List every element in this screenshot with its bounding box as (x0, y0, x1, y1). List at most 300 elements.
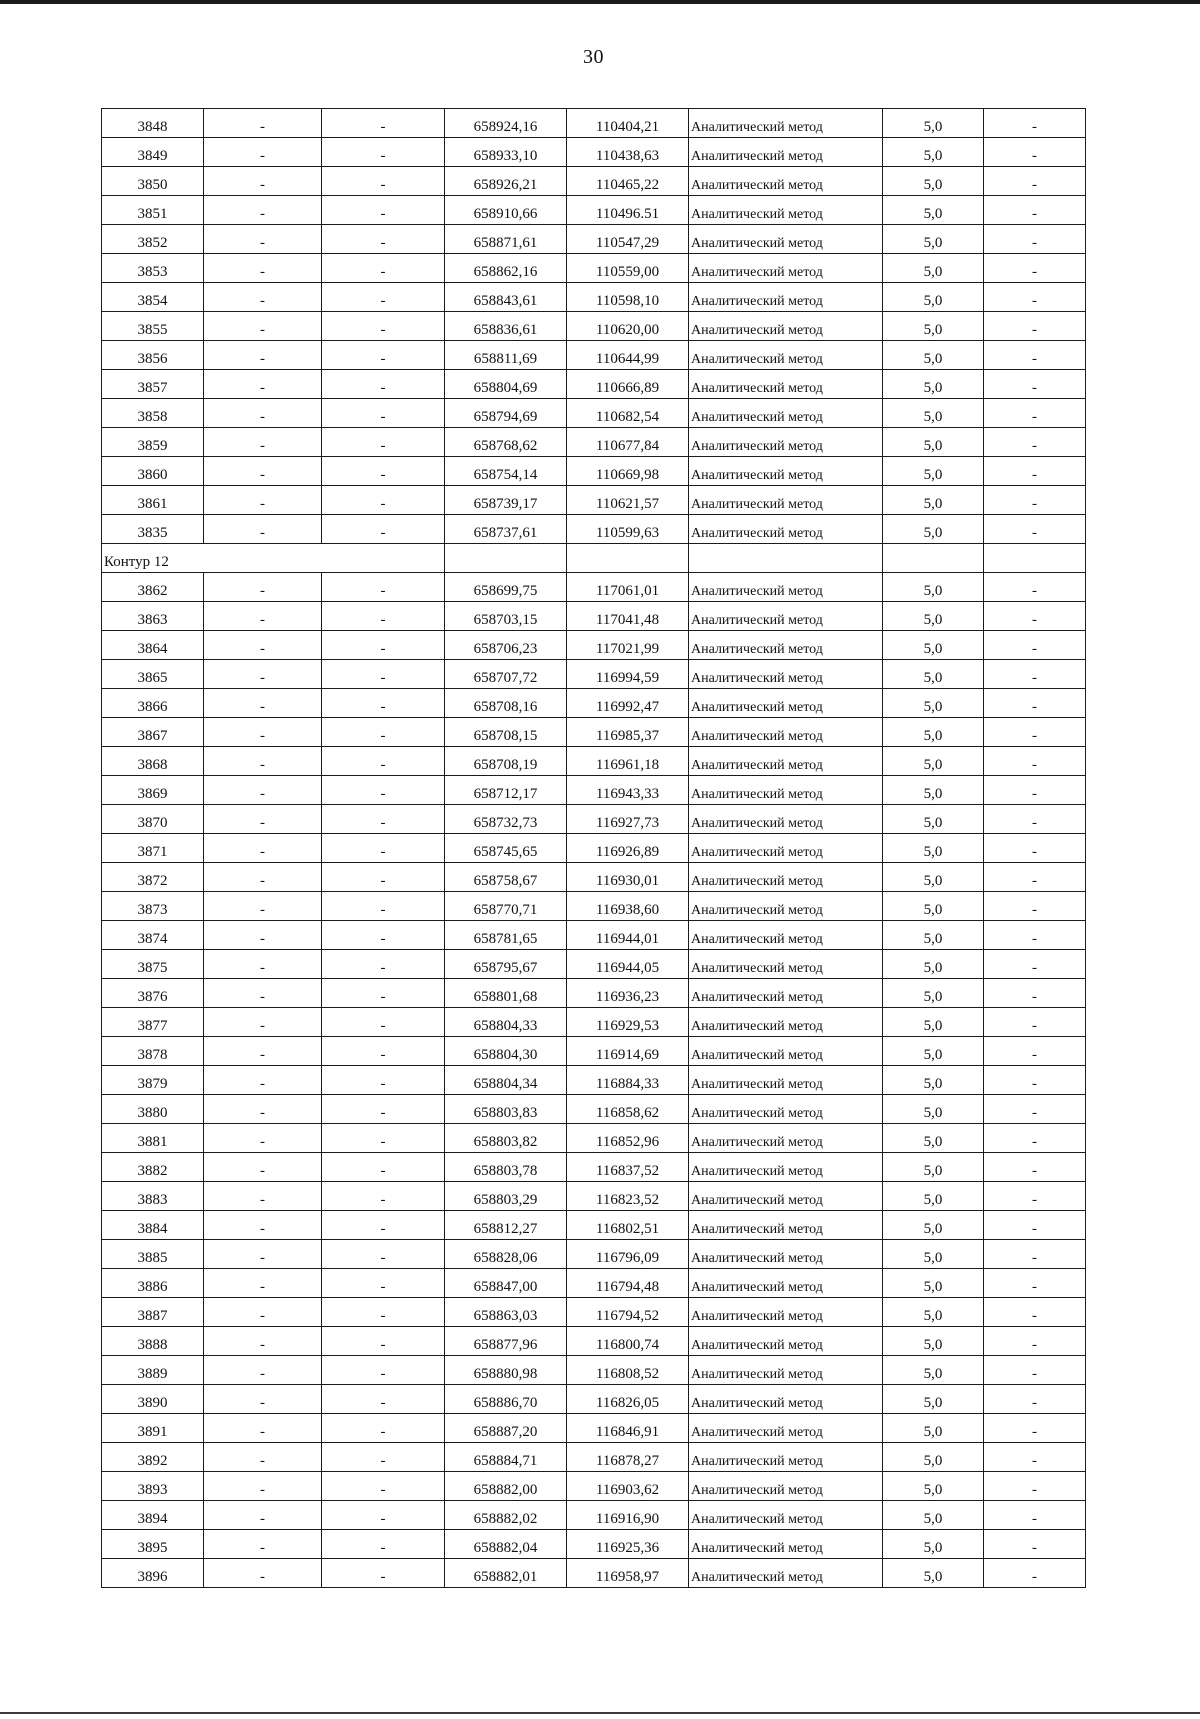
y-coordinate-cell: 110677,84 (567, 428, 689, 457)
empty-value-cell: - (204, 1443, 322, 1472)
accuracy-cell: 5,0 (883, 1472, 984, 1501)
empty-value-cell: - (984, 1124, 1086, 1153)
x-coordinate-cell: 658795,67 (445, 950, 567, 979)
table-row (102, 1037, 1086, 1066)
y-coordinate-cell: 116944,01 (567, 921, 689, 950)
x-coordinate-cell: 658699,75 (445, 573, 567, 602)
x-coordinate-cell: 658933,10 (445, 138, 567, 167)
empty-value-cell: - (204, 1414, 322, 1443)
method-cell: Аналитический метод (689, 979, 883, 1008)
x-coordinate-cell: 658843,61 (445, 283, 567, 312)
empty-value-cell: - (984, 689, 1086, 718)
table-body (102, 109, 1086, 1588)
accuracy-cell: 5,0 (883, 1153, 984, 1182)
accuracy-cell: 5,0 (883, 167, 984, 196)
y-coordinate-cell: 116938,60 (567, 892, 689, 921)
y-coordinate-cell: 116794,48 (567, 1269, 689, 1298)
x-coordinate-cell: 658847,00 (445, 1269, 567, 1298)
empty-value-cell: - (204, 602, 322, 631)
table-row (102, 225, 1086, 254)
x-coordinate-cell: 658708,15 (445, 718, 567, 747)
table-row (102, 602, 1086, 631)
table-row (102, 631, 1086, 660)
empty-value-cell: - (204, 428, 322, 457)
empty-value-cell: - (204, 805, 322, 834)
empty-value-cell: - (984, 1240, 1086, 1269)
empty-value-cell: - (322, 602, 445, 631)
y-coordinate-cell: 110559,00 (567, 254, 689, 283)
method-cell: Аналитический метод (689, 776, 883, 805)
table-row (102, 1443, 1086, 1472)
table-row (102, 283, 1086, 312)
accuracy-cell: 5,0 (883, 1356, 984, 1385)
point-number-cell: 3879 (102, 1066, 204, 1095)
y-coordinate-cell: 116794,52 (567, 1298, 689, 1327)
empty-value-cell: - (984, 1327, 1086, 1356)
empty-value-cell: - (984, 167, 1086, 196)
method-cell: Аналитический метод (689, 1066, 883, 1095)
empty-value-cell: - (984, 1298, 1086, 1327)
empty-value-cell: - (322, 225, 445, 254)
method-cell: Аналитический метод (689, 515, 883, 544)
x-coordinate-cell: 658812,27 (445, 1211, 567, 1240)
empty-value-cell: - (984, 515, 1086, 544)
accuracy-cell: 5,0 (883, 457, 984, 486)
table-row (102, 1414, 1086, 1443)
x-coordinate-cell: 658863,03 (445, 1298, 567, 1327)
x-coordinate-cell: 658804,33 (445, 1008, 567, 1037)
empty-value-cell: - (984, 834, 1086, 863)
y-coordinate-cell: 116823,52 (567, 1182, 689, 1211)
empty-value-cell: - (204, 660, 322, 689)
empty-value-cell: - (322, 1327, 445, 1356)
x-coordinate-cell: 658910,66 (445, 196, 567, 225)
empty-value-cell: - (984, 225, 1086, 254)
method-cell: Аналитический метод (689, 1356, 883, 1385)
y-coordinate-cell: 116925,36 (567, 1530, 689, 1559)
y-coordinate-cell: 116961,18 (567, 747, 689, 776)
x-coordinate-cell: 658781,65 (445, 921, 567, 950)
empty-value-cell: - (984, 1153, 1086, 1182)
empty-cell (445, 544, 567, 573)
x-coordinate-cell: 658708,19 (445, 747, 567, 776)
table-row (102, 254, 1086, 283)
empty-value-cell: - (322, 631, 445, 660)
empty-value-cell: - (322, 1066, 445, 1095)
empty-value-cell: - (204, 1037, 322, 1066)
empty-value-cell: - (984, 1443, 1086, 1472)
empty-value-cell: - (204, 109, 322, 138)
accuracy-cell: 5,0 (883, 370, 984, 399)
table-row (102, 1559, 1086, 1588)
x-coordinate-cell: 658801,68 (445, 979, 567, 1008)
empty-value-cell: - (322, 1095, 445, 1124)
scan-edge-bottom (0, 1712, 1200, 1714)
accuracy-cell: 5,0 (883, 283, 984, 312)
point-number-cell: 3853 (102, 254, 204, 283)
empty-value-cell: - (984, 312, 1086, 341)
empty-value-cell: - (204, 1559, 322, 1588)
x-coordinate-cell: 658737,61 (445, 515, 567, 544)
y-coordinate-cell: 116796,09 (567, 1240, 689, 1269)
empty-value-cell: - (204, 225, 322, 254)
table-row (102, 747, 1086, 776)
method-cell: Аналитический метод (689, 486, 883, 515)
table-row (102, 979, 1086, 1008)
point-number-cell: 3864 (102, 631, 204, 660)
x-coordinate-cell: 658768,62 (445, 428, 567, 457)
empty-value-cell: - (204, 631, 322, 660)
point-number-cell: 3850 (102, 167, 204, 196)
empty-cell (689, 544, 883, 573)
method-cell: Аналитический метод (689, 631, 883, 660)
empty-value-cell: - (984, 1066, 1086, 1095)
method-cell: Аналитический метод (689, 109, 883, 138)
method-cell: Аналитический метод (689, 138, 883, 167)
point-number-cell: 3896 (102, 1559, 204, 1588)
y-coordinate-cell: 110547,29 (567, 225, 689, 254)
empty-value-cell: - (984, 863, 1086, 892)
empty-value-cell: - (322, 1008, 445, 1037)
table-row (102, 1240, 1086, 1269)
y-coordinate-cell: 110644,99 (567, 341, 689, 370)
method-cell: Аналитический метод (689, 834, 883, 863)
method-cell: Аналитический метод (689, 1124, 883, 1153)
empty-value-cell: - (322, 1037, 445, 1066)
x-coordinate-cell: 658836,61 (445, 312, 567, 341)
empty-value-cell: - (204, 370, 322, 399)
empty-value-cell: - (322, 1501, 445, 1530)
point-number-cell: 3886 (102, 1269, 204, 1298)
x-coordinate-cell: 658803,78 (445, 1153, 567, 1182)
table-row (102, 138, 1086, 167)
method-cell: Аналитический метод (689, 1095, 883, 1124)
empty-value-cell: - (984, 486, 1086, 515)
x-coordinate-cell: 658794,69 (445, 399, 567, 428)
y-coordinate-cell: 110404,21 (567, 109, 689, 138)
method-cell: Аналитический метод (689, 863, 883, 892)
empty-value-cell: - (322, 950, 445, 979)
method-cell: Аналитический метод (689, 312, 883, 341)
x-coordinate-cell: 658924,16 (445, 109, 567, 138)
empty-value-cell: - (204, 718, 322, 747)
method-cell: Аналитический метод (689, 1008, 883, 1037)
x-coordinate-cell: 658871,61 (445, 225, 567, 254)
point-number-cell: 3893 (102, 1472, 204, 1501)
point-number-cell: 3874 (102, 921, 204, 950)
point-number-cell: 3882 (102, 1153, 204, 1182)
point-number-cell: 3884 (102, 1211, 204, 1240)
method-cell: Аналитический метод (689, 747, 883, 776)
page-number: 30 (583, 46, 604, 68)
accuracy-cell: 5,0 (883, 602, 984, 631)
empty-value-cell: - (322, 370, 445, 399)
accuracy-cell: 5,0 (883, 834, 984, 863)
accuracy-cell: 5,0 (883, 138, 984, 167)
method-cell: Аналитический метод (689, 1385, 883, 1414)
x-coordinate-cell: 658739,17 (445, 486, 567, 515)
y-coordinate-cell: 110620,00 (567, 312, 689, 341)
empty-value-cell: - (322, 457, 445, 486)
table-row (102, 312, 1086, 341)
y-coordinate-cell: 116846,91 (567, 1414, 689, 1443)
y-coordinate-cell: 110598,10 (567, 283, 689, 312)
empty-value-cell: - (204, 486, 322, 515)
y-coordinate-cell: 116903,62 (567, 1472, 689, 1501)
empty-value-cell: - (204, 196, 322, 225)
point-number-cell: 3852 (102, 225, 204, 254)
accuracy-cell: 5,0 (883, 1327, 984, 1356)
y-coordinate-cell: 117061,01 (567, 573, 689, 602)
y-coordinate-cell: 110621,57 (567, 486, 689, 515)
empty-value-cell: - (984, 1095, 1086, 1124)
accuracy-cell: 5,0 (883, 1501, 984, 1530)
point-number-cell: 3851 (102, 196, 204, 225)
y-coordinate-cell: 117041,48 (567, 602, 689, 631)
accuracy-cell: 5,0 (883, 1385, 984, 1414)
empty-value-cell: - (322, 1182, 445, 1211)
empty-cell (984, 544, 1086, 573)
accuracy-cell: 5,0 (883, 921, 984, 950)
point-number-cell: 3880 (102, 1095, 204, 1124)
table-row (102, 1356, 1086, 1385)
point-number-cell: 3892 (102, 1443, 204, 1472)
section-header-row (102, 544, 1086, 573)
method-cell: Аналитический метод (689, 950, 883, 979)
empty-value-cell: - (984, 1182, 1086, 1211)
empty-value-cell: - (204, 979, 322, 1008)
empty-value-cell: - (204, 283, 322, 312)
table-row (102, 515, 1086, 544)
x-coordinate-cell: 658706,23 (445, 631, 567, 660)
method-cell: Аналитический метод (689, 1559, 883, 1588)
empty-value-cell: - (984, 805, 1086, 834)
table-row (102, 1269, 1086, 1298)
y-coordinate-cell: 116930,01 (567, 863, 689, 892)
x-coordinate-cell: 658886,70 (445, 1385, 567, 1414)
empty-value-cell: - (204, 1501, 322, 1530)
table-row (102, 399, 1086, 428)
empty-value-cell: - (204, 1327, 322, 1356)
table-row (102, 370, 1086, 399)
y-coordinate-cell: 110496.51 (567, 196, 689, 225)
empty-value-cell: - (984, 950, 1086, 979)
accuracy-cell: 5,0 (883, 486, 984, 515)
x-coordinate-cell: 658828,06 (445, 1240, 567, 1269)
empty-value-cell: - (322, 834, 445, 863)
method-cell: Аналитический метод (689, 689, 883, 718)
empty-value-cell: - (204, 399, 322, 428)
accuracy-cell: 5,0 (883, 341, 984, 370)
point-number-cell: 3866 (102, 689, 204, 718)
x-coordinate-cell: 658882,02 (445, 1501, 567, 1530)
empty-value-cell: - (322, 399, 445, 428)
y-coordinate-cell: 116800,74 (567, 1327, 689, 1356)
accuracy-cell: 5,0 (883, 225, 984, 254)
empty-value-cell: - (322, 1240, 445, 1269)
empty-value-cell: - (322, 921, 445, 950)
empty-value-cell: - (322, 1472, 445, 1501)
x-coordinate-cell: 658884,71 (445, 1443, 567, 1472)
empty-value-cell: - (984, 1530, 1086, 1559)
accuracy-cell: 5,0 (883, 1298, 984, 1327)
x-coordinate-cell: 658887,20 (445, 1414, 567, 1443)
empty-value-cell: - (984, 399, 1086, 428)
table-row (102, 950, 1086, 979)
accuracy-cell: 5,0 (883, 1211, 984, 1240)
empty-value-cell: - (984, 1356, 1086, 1385)
empty-value-cell: - (204, 1008, 322, 1037)
empty-value-cell: - (984, 1414, 1086, 1443)
point-number-cell: 3861 (102, 486, 204, 515)
empty-value-cell: - (204, 834, 322, 863)
x-coordinate-cell: 658880,98 (445, 1356, 567, 1385)
empty-value-cell: - (204, 1066, 322, 1095)
empty-value-cell: - (984, 1385, 1086, 1414)
y-coordinate-cell: 116944,05 (567, 950, 689, 979)
accuracy-cell: 5,0 (883, 109, 984, 138)
method-cell: Аналитический метод (689, 1211, 883, 1240)
empty-value-cell: - (984, 109, 1086, 138)
empty-value-cell: - (322, 515, 445, 544)
accuracy-cell: 5,0 (883, 805, 984, 834)
method-cell: Аналитический метод (689, 573, 883, 602)
y-coordinate-cell: 116852,96 (567, 1124, 689, 1153)
empty-value-cell: - (322, 573, 445, 602)
x-coordinate-cell: 658703,15 (445, 602, 567, 631)
accuracy-cell: 5,0 (883, 1559, 984, 1588)
empty-value-cell: - (984, 1211, 1086, 1240)
y-coordinate-cell: 116914,69 (567, 1037, 689, 1066)
empty-value-cell: - (204, 1211, 322, 1240)
point-number-cell: 3857 (102, 370, 204, 399)
accuracy-cell: 5,0 (883, 428, 984, 457)
section-label: Контур 12 (102, 544, 445, 573)
x-coordinate-cell: 658745,65 (445, 834, 567, 863)
table-row (102, 1385, 1086, 1414)
point-number-cell: 3888 (102, 1327, 204, 1356)
table-row (102, 1501, 1086, 1530)
point-number-cell: 3849 (102, 138, 204, 167)
x-coordinate-cell: 658770,71 (445, 892, 567, 921)
accuracy-cell: 5,0 (883, 1095, 984, 1124)
accuracy-cell: 5,0 (883, 196, 984, 225)
empty-value-cell: - (204, 312, 322, 341)
empty-value-cell: - (204, 1530, 322, 1559)
accuracy-cell: 5,0 (883, 1443, 984, 1472)
accuracy-cell: 5,0 (883, 515, 984, 544)
accuracy-cell: 5,0 (883, 776, 984, 805)
empty-value-cell: - (984, 718, 1086, 747)
empty-value-cell: - (322, 1559, 445, 1588)
method-cell: Аналитический метод (689, 892, 883, 921)
empty-value-cell: - (322, 196, 445, 225)
method-cell: Аналитический метод (689, 1414, 883, 1443)
accuracy-cell: 5,0 (883, 254, 984, 283)
empty-value-cell: - (984, 370, 1086, 399)
empty-value-cell: - (322, 138, 445, 167)
table-row (102, 1472, 1086, 1501)
empty-value-cell: - (984, 428, 1086, 457)
table-row (102, 109, 1086, 138)
empty-value-cell: - (204, 863, 322, 892)
point-number-cell: 3894 (102, 1501, 204, 1530)
accuracy-cell: 5,0 (883, 747, 984, 776)
y-coordinate-cell: 110465,22 (567, 167, 689, 196)
point-number-cell: 3862 (102, 573, 204, 602)
point-number-cell: 3873 (102, 892, 204, 921)
point-number-cell: 3883 (102, 1182, 204, 1211)
table-row (102, 341, 1086, 370)
empty-value-cell: - (984, 1008, 1086, 1037)
method-cell: Аналитический метод (689, 1472, 883, 1501)
x-coordinate-cell: 658926,21 (445, 167, 567, 196)
empty-value-cell: - (984, 631, 1086, 660)
table-row (102, 1530, 1086, 1559)
method-cell: Аналитический метод (689, 718, 883, 747)
y-coordinate-cell: 110599,63 (567, 515, 689, 544)
point-number-cell: 3856 (102, 341, 204, 370)
point-number-cell: 3878 (102, 1037, 204, 1066)
empty-value-cell: - (204, 515, 322, 544)
empty-value-cell: - (204, 1385, 322, 1414)
point-number-cell: 3885 (102, 1240, 204, 1269)
method-cell: Аналитический метод (689, 1182, 883, 1211)
empty-value-cell: - (322, 1414, 445, 1443)
x-coordinate-cell: 658804,69 (445, 370, 567, 399)
empty-value-cell: - (204, 1095, 322, 1124)
empty-value-cell: - (984, 776, 1086, 805)
empty-value-cell: - (204, 921, 322, 950)
empty-value-cell: - (984, 196, 1086, 225)
accuracy-cell: 5,0 (883, 660, 984, 689)
empty-value-cell: - (204, 747, 322, 776)
accuracy-cell: 5,0 (883, 1124, 984, 1153)
empty-value-cell: - (204, 1298, 322, 1327)
point-number-cell: 3895 (102, 1530, 204, 1559)
x-coordinate-cell: 658707,72 (445, 660, 567, 689)
point-number-cell: 3860 (102, 457, 204, 486)
method-cell: Аналитический метод (689, 1443, 883, 1472)
empty-value-cell: - (204, 950, 322, 979)
table-row (102, 834, 1086, 863)
y-coordinate-cell: 116884,33 (567, 1066, 689, 1095)
empty-value-cell: - (984, 1472, 1086, 1501)
x-coordinate-cell: 658804,34 (445, 1066, 567, 1095)
point-number-cell: 3887 (102, 1298, 204, 1327)
y-coordinate-cell: 110682,54 (567, 399, 689, 428)
x-coordinate-cell: 658882,01 (445, 1559, 567, 1588)
y-coordinate-cell: 116929,53 (567, 1008, 689, 1037)
empty-value-cell: - (322, 1153, 445, 1182)
coordinates-table (101, 108, 1086, 1588)
point-number-cell: 3876 (102, 979, 204, 1008)
table-row (102, 921, 1086, 950)
y-coordinate-cell: 116936,23 (567, 979, 689, 1008)
empty-value-cell: - (204, 892, 322, 921)
x-coordinate-cell: 658882,04 (445, 1530, 567, 1559)
point-number-cell: 3881 (102, 1124, 204, 1153)
empty-value-cell: - (322, 1385, 445, 1414)
point-number-cell: 3858 (102, 399, 204, 428)
empty-value-cell: - (204, 1356, 322, 1385)
point-number-cell: 3877 (102, 1008, 204, 1037)
y-coordinate-cell: 116826,05 (567, 1385, 689, 1414)
empty-value-cell: - (204, 1182, 322, 1211)
accuracy-cell: 5,0 (883, 631, 984, 660)
point-number-cell: 3870 (102, 805, 204, 834)
x-coordinate-cell: 658732,73 (445, 805, 567, 834)
